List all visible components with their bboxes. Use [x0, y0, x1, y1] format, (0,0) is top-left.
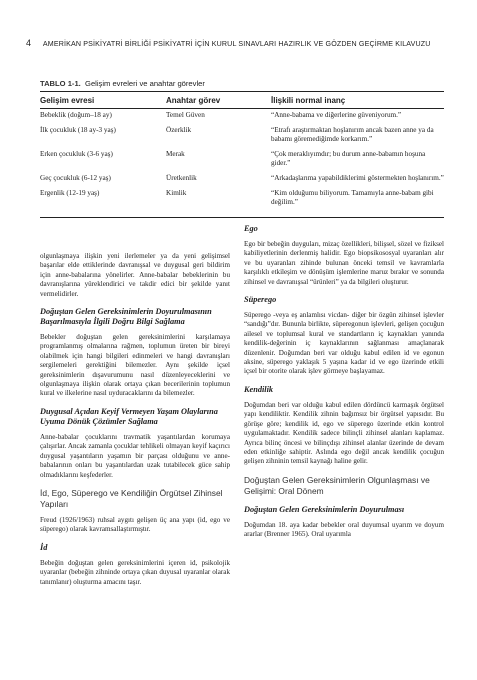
left-column [40, 252, 230, 590]
paragraph: Anne-babalar çocuklarını travmatik yaşantılardan korumaya çalışırlar. Ancak zamanla çocuklar tehlikeli olmayan keyif kaçırıcı duygusal yaşantıların yaşamın bir parçası olduğunu ve anne-babalarının onları bu yaşantılardan uzak tutabilecek güce sahip olmadıklarını keşfederler. [40, 432, 230, 479]
column-header: İlişkili normal inanç [271, 94, 444, 109]
table-cell: “Anne-babama ve diğerlerine güveniyorum.” [271, 111, 402, 119]
table-cell: “Etrafı araştırmaktan hoşlanırım ancak bazen anne ya da babamı göremediğimde korkarım.” [271, 126, 434, 143]
table-cell: “Çok meraklıyımdır; bu durum anne-babamın hoşuna gider.” [271, 150, 426, 167]
table-cell: Kimlik [166, 189, 187, 197]
paragraph: Bebekler doğuştan gelen gereksinimlerini karşılamaya programlanmış olmalarına rağmen, toplumun üreten bir bireyi olabilmek için hangi bilgileri edinmeleri ve hangi davranışları sergilemeleri gerektiğini bilemezler. Aynı şekilde içsel gereksinimlerin dışavurumunu nasıl düzenleyeceklerini ve olgunlaşmaya ilişkin olarak ortaya çıkan becerilerinin toplumun kural ve ilkelerine nasıl uyduracaklarını da bilemezler. [40, 333, 230, 398]
section-heading: Doğuştan Gelen Gereksinimlerin Olgunlaşması ve Gelişimi: Oral Dönem [244, 474, 430, 496]
table-cell: Bebeklik (doğum–18 ay) [40, 111, 112, 119]
table-cell: Üretkenlik [166, 174, 197, 182]
table-cell: Özerklik [166, 126, 192, 134]
column-header: Gelişim evresi [40, 94, 166, 109]
table-cell: “Arkadaşlarıma yapabildiklerimi göstermekten hoşlanırım.” [271, 174, 444, 182]
table-bottom-rule [40, 217, 444, 218]
paragraph: Doğumdan 18. aya kadar bebekler oral duyumsal uyarım ve doyum ararlar (Brenner 1965). Oral uyarımla [244, 520, 444, 539]
section-heading: Doğuştan Gelen Gereksinimlerin Doyurulması [244, 504, 405, 514]
right-column [244, 224, 444, 543]
paragraph: olgunlaşmaya ilişkin yeni ilerlemeler ya da yeni gelişimsel başarılar elde ettiklerinde davranışsal ve duygusal geri bildirim için anne-babalarına yönelirler. Anne-babalar bebeklerinin bu davranışlarına yüreklendirici ve takdir edici bir şekilde yanıt vermelidirler. [40, 252, 230, 298]
section-heading: Duygusal Açıdan Keyif Vermeyen Yaşam Olaylarına Uyuma Dönük Çözümler Sağlama [40, 406, 218, 426]
table-caption [40, 79, 444, 92]
section-heading: İd [40, 542, 48, 552]
table-cell: Erken çocukluk (3-6 yaş) [40, 150, 113, 158]
table-cell: Temel Güven [166, 111, 205, 119]
table-cell: İlk çocukluk (18 ay-3 yaş) [40, 126, 116, 134]
section-heading: Kendilik [244, 384, 274, 394]
paragraph: Freud (1926/1963) ruhsal aygıtı gelişen üç ana yapı (id, ego ve süperego) olarak kavramsallaştırmıştır. [40, 515, 230, 534]
paragraph: Ego bir bebeğin duyguları, mizaç özellikleri, bilişsel, sözel ve fiziksel kabiliyetlerinin derlenmiş halidir. Ego biopsikososyal uyaranları alır ve bu uyaranları zihinde bulunan önceki temsil ve kavramlarla karşılıklı etkileşim ve dönüşüm işlemlerine maruz bırakır ve sonunda zihinsel ve davranışsal “ürünleri” ya da bilgileri oluşturur. [244, 240, 444, 286]
paragraph: Doğumdan beri var olduğu kabul edilen dördüncü karmaşık örgütsel yapı kendiliktir. Kendilik zihnin bağımsız bir örgütsel yapısıdır. Bu görüşe göre; kendilik id, ego ve süperego üzerinde etkin kontrol uygulamaktadır. Kendilik sadece bilinçli zihinsel alanları kaplamaz. Ayrıca bilinç öncesi ve bilinçdışı zihinsel alanlar üzerinde de devam eden etkinliğe sahiptir. Aslında ego değil ancak kendilik çocuğun gelişen zihninin temsil kaynağı haline gelir. [244, 400, 444, 466]
table-cell: Geç çocukluk (6-12 yaş) [40, 174, 111, 182]
column-header: Anahtar görev [166, 94, 271, 109]
page-number: 4 [26, 38, 32, 48]
table-title: Gelişim evreleri ve anahtar görevler [85, 79, 205, 88]
section-heading: Süperego [244, 295, 277, 305]
section-heading: Ego [244, 224, 258, 233]
section-heading: İd, Ego, Süperego ve Kendiliğin Örgütsel Zihinsel Yapıları [40, 487, 223, 509]
table-grid [40, 94, 444, 211]
section-heading: Doğuştan Gelen Gereksinimlerin Doyurulmasının Başarılmasıyla İlgili Doğru Bilgi Sağlama [40, 307, 212, 327]
running-header [26, 38, 453, 48]
running-title: AMERİKAN PSİKİYATRİ BİRLİĞİ PSİKİYATRİ İÇİN KURUL SINAVLARI HAZIRLIK VE GÖZDEN GEÇİRME KILAVUZU [42, 40, 431, 48]
development-table [40, 79, 444, 218]
table-cell: Merak [166, 150, 185, 158]
table-label: TABLO 1-1. [40, 79, 81, 88]
paragraph: Bebeğin doğuştan gelen gereksinimlerini içeren id, psikolojik uyaranlar (bebeğin zihninde ortaya çıkan duyusal uyaranlar olarak tanımlanır) oluşturma amacını taşır. [40, 558, 230, 586]
table-cell: “Kim olduğumu biliyorum. Tamamıyla anne-babam gibi değilim.” [271, 189, 434, 206]
table-cell: Ergenlik (12-19 yaş) [40, 189, 100, 197]
paragraph: Süperego -veya eş anlamlısı vicdan- diğer bir özgün zihinsel işlevler “sandığı”dır. Bununla birlikte, süperegonun işlevleri, gelişen çocuğun ailesel ve toplumsal kural ve standartların iç kaynakları yanında kendilik-değerinin iç kaynaklarının sağlanması amaçlanarak düzenlenir. Doğumdan beri var olduğu kabul edilen id ve egonun aksine, süperego yaklaşık 5 yaşına kadar id ve ego üzerinde etkili içsel bir otorite olarak işlev görmeye başlayamaz. [244, 311, 444, 376]
